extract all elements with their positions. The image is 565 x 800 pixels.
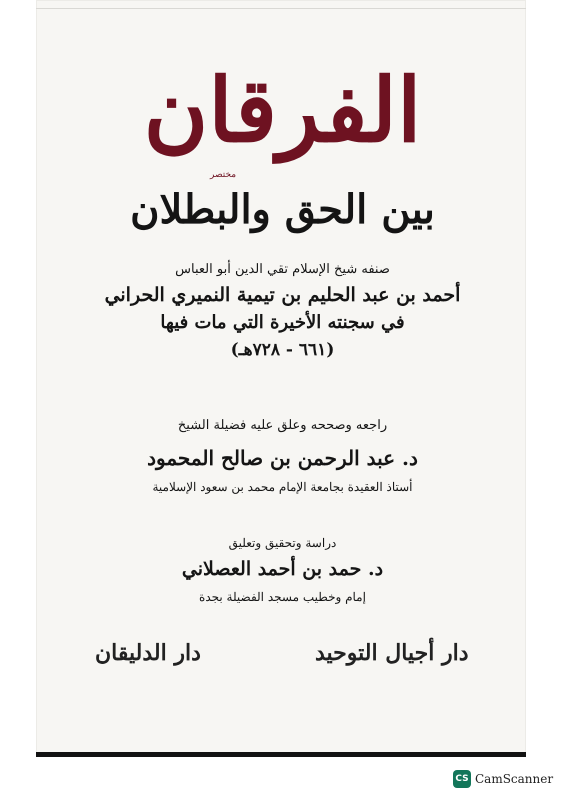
camscanner-label: CamScanner [475, 772, 554, 786]
camscanner-icon: CS [453, 770, 471, 788]
reviewer-title: أستاذ العقيدة بجامعة الإمام محمد بن سعود الإسلامية [152, 480, 413, 494]
study-intro: دراسة وتحقيق وتعليق [228, 536, 337, 550]
editor-name: د. حمد بن أحمد العصلاني [181, 558, 384, 580]
book-title: الفرقان [143, 58, 422, 162]
author-intro: صنفه شيخ الإسلام تقي الدين أبو العباس [175, 262, 390, 277]
prison-note: في سجنته الأخيرة التي مات فيها [160, 312, 405, 333]
author-dates: (٦٦١ - ٧٢٨هـ) [230, 340, 335, 360]
reviewer-intro: راجعه وصححه وعلق عليه فضيلة الشيخ [177, 418, 388, 433]
bottom-rule [36, 752, 526, 757]
publisher-logo-right: دار أجيال التوحيد [315, 640, 469, 666]
author-name: أحمد بن عبد الحليم بن تيمية النميري الحراني [104, 284, 461, 306]
top-rule [36, 8, 526, 9]
editor-title: إمام وخطيب مسجد الفضيلة بجدة [199, 590, 366, 604]
book-subtitle: بين الحق والبطلان [130, 186, 435, 233]
camscanner-watermark [453, 770, 553, 788]
publisher-logo-left: دار الدليقان [95, 640, 201, 666]
title-annotation: مختصر [210, 170, 237, 180]
reviewer-name: د. عبد الرحمن بن صالح المحمود [147, 446, 418, 470]
